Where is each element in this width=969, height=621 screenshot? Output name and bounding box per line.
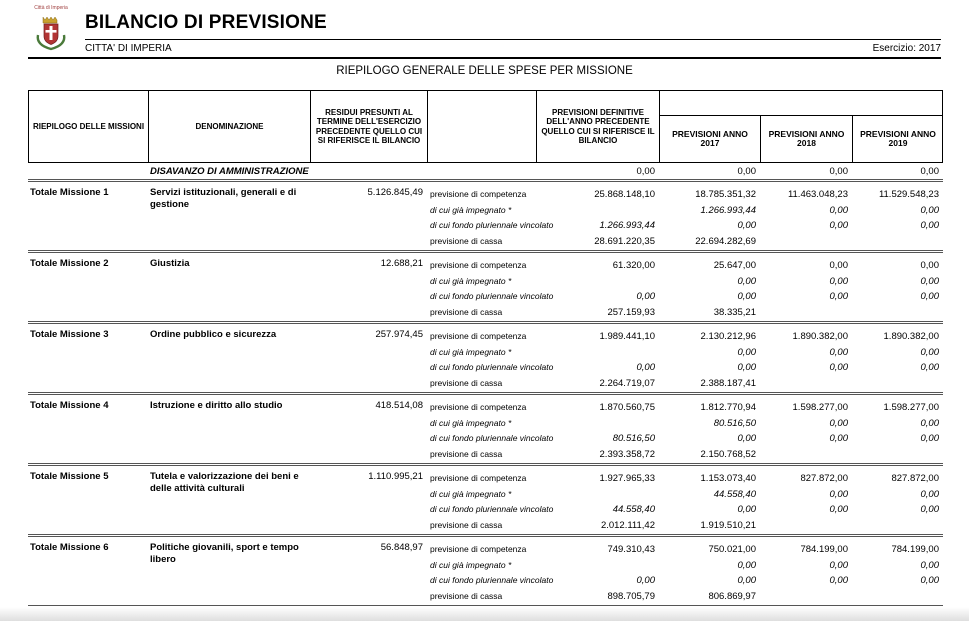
definitive-values-column <box>536 329 659 391</box>
anno2017-values-column <box>659 400 760 462</box>
amount-definitive-fondo: 44.558,40 <box>612 504 655 515</box>
residui-amount: 12.688,21 <box>380 258 423 269</box>
row-label-fondo-pluriennale: di cui fondo pluriennale vincolato <box>430 433 554 443</box>
table-header-row <box>28 90 943 163</box>
amount-definitive-impegnato <box>536 558 655 574</box>
anno2019-values-column <box>852 400 943 462</box>
col-header-years-spacer <box>659 90 943 116</box>
amount-2019-competenza: 1.598.277,00 <box>883 402 939 413</box>
col-header-previsioni-definitive: PREVISIONI DEFINITIVE DELL'ANNO PRECEDENTE QUELLO CUI SI RIFERISCE IL BILANCIO <box>536 90 659 163</box>
amount-2019-fondo: 0,00 <box>920 504 939 515</box>
amount-2018-fondo: 0,00 <box>829 291 848 302</box>
residui-amount: 5.126.845,49 <box>367 187 423 198</box>
amount-definitive-cassa: 898.705,79 <box>607 590 655 602</box>
amount-definitive-competenza: 1.870.560,75 <box>599 402 655 413</box>
amount-2018-impegnato: 0,00 <box>829 346 848 358</box>
amount-2017-fondo: 0,00 <box>737 433 756 444</box>
spese-per-missione-table <box>28 90 943 608</box>
row-label-previsione-competenza: previsione di competenza <box>430 402 527 412</box>
amount-2017-impegnato: 1.266.993,44 <box>700 204 756 216</box>
col-header-previsioni-2019: PREVISIONI ANNO 2019 <box>852 116 943 163</box>
row-label-fondo-pluriennale: di cui fondo pluriennale vincolato <box>430 291 554 301</box>
mission-name: Ordine pubblico e sicurezza <box>150 329 277 340</box>
row-labels-column <box>427 471 554 533</box>
amount-2017-competenza: 750.021,00 <box>708 544 756 555</box>
anno2019-values-column <box>852 471 943 533</box>
amount-2017-cassa: 2.150.768,52 <box>700 448 756 460</box>
amount-2019-fondo: 0,00 <box>920 220 939 231</box>
amount-2017-competenza: 25.647,00 <box>713 260 756 271</box>
row-labels-column <box>427 542 554 604</box>
amount-2019-fondo: 0,00 <box>920 362 939 373</box>
mission-block <box>28 253 943 324</box>
amount-2018-impegnato: 0,00 <box>829 204 848 216</box>
amount-2018-cassa <box>760 376 848 392</box>
page-bottom-fade <box>0 607 969 621</box>
row-label-previsione-competenza: previsione di competenza <box>430 473 527 483</box>
amount-definitive-competenza: 25.868.148,10 <box>594 189 655 200</box>
anno2017-values-column <box>659 471 760 533</box>
definitive-values-column <box>536 187 659 249</box>
amount-definitive-impegnato <box>536 203 655 219</box>
row-label-gia-impegnato: di cui già impegnato * <box>430 204 512 215</box>
amount-2017-competenza: 1.812.770,94 <box>700 402 756 413</box>
amount-definitive-fondo: 0,00 <box>636 362 655 373</box>
residui-amount: 1.110.995,21 <box>368 471 423 482</box>
amount-2018-fondo: 0,00 <box>829 433 848 444</box>
row-label-previsione-cassa: previsione di cassa <box>430 377 503 388</box>
mission-total-label: Totale Missione 1 <box>30 187 109 198</box>
anno2017-values-column <box>659 258 760 320</box>
amount-definitive-fondo: 1.266.993,44 <box>599 220 655 231</box>
amount-definitive-impegnato <box>536 487 655 503</box>
amount-2019-impegnato: 0,00 <box>920 275 939 287</box>
amount-2017-cassa: 38.335,21 <box>713 306 756 318</box>
definitive-values-column <box>536 542 659 604</box>
amount-2017-fondo: 0,00 <box>737 220 756 231</box>
amount-2018-fondo: 0,00 <box>829 575 848 586</box>
amount-definitive-fondo: 0,00 <box>636 291 655 302</box>
disavanzo-spacer <box>28 166 148 177</box>
amount-definitive-cassa: 2.393.358,72 <box>599 448 655 460</box>
amount-2019-cassa <box>852 518 939 534</box>
amount-2019-cassa <box>852 447 939 463</box>
anno2018-values-column <box>760 258 852 320</box>
city-crest-logo <box>27 5 75 53</box>
row-label-previsione-cassa: previsione di cassa <box>430 590 503 601</box>
amount-definitive-cassa: 28.691.220,35 <box>594 235 655 247</box>
mission-blocks <box>28 182 943 608</box>
amount-2018-competenza: 0,00 <box>829 260 848 271</box>
row-label-gia-impegnato: di cui già impegnato * <box>430 488 512 499</box>
amount-2019-competenza: 11.529.548,23 <box>878 189 939 200</box>
amount-2018-impegnato: 0,00 <box>829 417 848 429</box>
amount-definitive-fondo: 80.516,50 <box>612 433 655 444</box>
amount-2018-cassa <box>760 447 848 463</box>
anno2018-values-column <box>760 329 852 391</box>
row-label-fondo-pluriennale: di cui fondo pluriennale vincolato <box>430 575 554 585</box>
anno2019-values-column <box>852 258 943 320</box>
anno2018-values-column <box>760 471 852 533</box>
amount-2017-fondo: 0,00 <box>737 291 756 302</box>
amount-2018-fondo: 0,00 <box>829 504 848 515</box>
mission-name: Politiche giovanili, sport e tempo libero <box>150 542 299 565</box>
mission-total-label: Totale Missione 5 <box>30 471 109 482</box>
row-label-gia-impegnato: di cui già impegnato * <box>430 559 512 570</box>
amount-2017-impegnato: 44.558,40 <box>713 488 756 500</box>
mission-total-label: Totale Missione 6 <box>30 542 109 553</box>
crest-icon <box>30 11 72 51</box>
mission-name: Tutela e valorizzazione dei beni e delle attività culturali <box>150 471 299 494</box>
row-label-fondo-pluriennale: di cui fondo pluriennale vincolato <box>430 220 554 230</box>
amount-definitive-impegnato <box>536 345 655 361</box>
amount-definitive-competenza: 1.927.965,33 <box>599 473 655 484</box>
mission-block <box>28 182 943 253</box>
amount-2019-fondo: 0,00 <box>920 291 939 302</box>
amount-2019-competenza: 1.890.382,00 <box>883 331 939 342</box>
mission-name: Giustizia <box>150 258 190 269</box>
anno2018-values-column <box>760 542 852 604</box>
row-label-previsione-competenza: previsione di competenza <box>430 544 527 554</box>
amount-2018-fondo: 0,00 <box>829 362 848 373</box>
amount-definitive-impegnato <box>536 416 655 432</box>
amount-2017-competenza: 1.153.073,40 <box>700 473 756 484</box>
mission-total-label: Totale Missione 4 <box>30 400 109 411</box>
amount-2017-fondo: 0,00 <box>737 362 756 373</box>
mission-block <box>28 395 943 466</box>
amount-2018-impegnato: 0,00 <box>829 559 848 571</box>
mission-block <box>28 537 943 608</box>
amount-2019-competenza: 827.872,00 <box>891 473 939 484</box>
title-rule <box>85 39 941 40</box>
mission-block <box>28 466 943 537</box>
disavanzo-2018-amount: 0,00 <box>829 166 848 177</box>
amount-2018-cassa <box>760 518 848 534</box>
row-label-previsione-cassa: previsione di cassa <box>430 519 503 530</box>
amount-2017-impegnato: 0,00 <box>737 346 756 358</box>
amount-2017-cassa: 22.694.282,69 <box>695 235 756 247</box>
amount-2019-competenza: 0,00 <box>920 260 939 271</box>
document-title: BILANCIO DI PREVISIONE <box>85 12 327 33</box>
amount-2019-cassa <box>852 376 939 392</box>
amount-definitive-fondo: 0,00 <box>636 575 655 586</box>
col-header-row-labels-empty <box>427 90 536 163</box>
anno2019-values-column <box>852 329 943 391</box>
report-title: RIEPILOGO GENERALE DELLE SPESE PER MISSIONE <box>336 65 633 77</box>
amount-2019-impegnato: 0,00 <box>920 488 939 500</box>
amount-2018-impegnato: 0,00 <box>829 488 848 500</box>
amount-2018-competenza: 11.463.048,23 <box>787 189 848 200</box>
amount-definitive-competenza: 1.989.441,10 <box>599 331 655 342</box>
disavanzo-definitive-amount: 0,00 <box>636 166 655 177</box>
residui-amount: 257.974,45 <box>375 329 423 340</box>
amount-2017-competenza: 18.785.351,32 <box>695 189 756 200</box>
amount-2018-competenza: 827.872,00 <box>800 473 848 484</box>
exercise-year-label: Esercizio: 2017 <box>872 43 941 54</box>
amount-definitive-cassa: 257.159,93 <box>607 306 655 318</box>
row-label-gia-impegnato: di cui già impegnato * <box>430 346 512 357</box>
amount-2018-competenza: 1.890.382,00 <box>792 331 848 342</box>
amount-definitive-cassa: 2.012.111,42 <box>600 519 655 531</box>
amount-2017-fondo: 0,00 <box>737 504 756 515</box>
amount-definitive-cassa: 2.264.719,07 <box>599 377 655 389</box>
crest-caption: Città di Imperia <box>34 5 68 11</box>
anno2017-values-column <box>659 542 760 604</box>
amount-2019-impegnato: 0,00 <box>920 346 939 358</box>
amount-2019-cassa <box>852 305 939 321</box>
amount-2018-competenza: 784.199,00 <box>800 544 848 555</box>
amount-definitive-competenza: 61.320,00 <box>612 260 655 271</box>
row-label-fondo-pluriennale: di cui fondo pluriennale vincolato <box>430 362 554 372</box>
mission-total-label: Totale Missione 2 <box>30 258 109 269</box>
row-label-previsione-competenza: previsione di competenza <box>430 331 527 341</box>
amount-2019-impegnato: 0,00 <box>920 204 939 216</box>
amount-2018-cassa <box>760 234 848 250</box>
residui-amount: 418.514,08 <box>375 400 423 411</box>
amount-definitive-impegnato <box>536 274 655 290</box>
amount-2017-competenza: 2.130.212,96 <box>700 331 756 342</box>
amount-2018-cassa <box>760 305 848 321</box>
anno2019-values-column <box>852 542 943 604</box>
disavanzo-row <box>28 163 943 182</box>
row-label-previsione-cassa: previsione di cassa <box>430 235 503 246</box>
row-labels-column <box>427 329 554 391</box>
row-label-previsione-competenza: previsione di competenza <box>430 189 527 199</box>
amount-2019-competenza: 784.199,00 <box>891 544 939 555</box>
amount-2019-cassa <box>852 589 939 605</box>
page-header <box>0 0 969 88</box>
row-labels-column <box>427 187 554 249</box>
definitive-values-column <box>536 400 659 462</box>
mission-name: Servizi istituzionali, generali e di gestione <box>150 187 297 210</box>
amount-2017-cassa: 1.919.510,21 <box>700 519 756 531</box>
row-label-gia-impegnato: di cui già impegnato * <box>430 417 512 428</box>
amount-2017-impegnato: 80.516,50 <box>713 417 756 429</box>
amount-2018-impegnato: 0,00 <box>829 275 848 287</box>
amount-2019-fondo: 0,00 <box>920 433 939 444</box>
col-header-previsioni-2017: PREVISIONI ANNO 2017 <box>659 116 760 163</box>
disavanzo-2019-amount: 0,00 <box>920 166 939 177</box>
amount-2017-cassa: 2.388.187,41 <box>700 377 756 389</box>
residui-amount: 56.848,97 <box>380 542 423 553</box>
definitive-values-column <box>536 258 659 320</box>
anno2017-values-column <box>659 187 760 249</box>
row-label-previsione-cassa: previsione di cassa <box>430 448 503 459</box>
row-label-previsione-competenza: previsione di competenza <box>430 260 527 270</box>
row-label-fondo-pluriennale: di cui fondo pluriennale vincolato <box>430 504 554 514</box>
amount-2018-fondo: 0,00 <box>829 220 848 231</box>
row-label-previsione-cassa: previsione di cassa <box>430 306 503 317</box>
amount-2019-cassa <box>852 234 939 250</box>
mission-name: Istruzione e diritto allo studio <box>150 400 283 411</box>
row-label-gia-impegnato: di cui già impegnato * <box>430 275 512 286</box>
amount-2018-competenza: 1.598.277,00 <box>792 402 848 413</box>
amount-2017-impegnato: 0,00 <box>737 559 756 571</box>
disavanzo-label: DISAVANZO DI AMMINISTRAZIONE <box>150 166 309 177</box>
header-rule <box>28 57 941 59</box>
disavanzo-2017-amount: 0,00 <box>737 166 756 177</box>
definitive-values-column <box>536 471 659 533</box>
amount-2017-fondo: 0,00 <box>737 575 756 586</box>
city-name: CITTA' DI IMPERIA <box>85 43 172 54</box>
mission-total-label: Totale Missione 3 <box>30 329 109 340</box>
amount-2019-fondo: 0,00 <box>920 575 939 586</box>
amount-2017-cassa: 806.869,97 <box>708 590 756 602</box>
row-labels-column <box>427 400 554 462</box>
anno2019-values-column <box>852 187 943 249</box>
col-header-riepilogo-missioni: RIEPILOGO DELLE MISSIONI <box>28 90 148 163</box>
mission-block <box>28 324 943 395</box>
col-header-residui-presunti: RESIDUI PRESUNTI AL TERMINE DELL'ESERCIZIO PRECEDENTE QUELLO CUI SI RIFERISCE IL BILANCIO <box>310 90 427 163</box>
amount-definitive-competenza: 749.310,43 <box>607 544 655 555</box>
anno2018-values-column <box>760 400 852 462</box>
amount-2018-cassa <box>760 589 848 605</box>
col-header-previsioni-2018: PREVISIONI ANNO 2018 <box>760 116 852 163</box>
amount-2019-impegnato: 0,00 <box>920 559 939 571</box>
amount-2017-impegnato: 0,00 <box>737 275 756 287</box>
amount-2019-impegnato: 0,00 <box>920 417 939 429</box>
anno2018-values-column <box>760 187 852 249</box>
row-labels-column <box>427 258 554 320</box>
col-header-denominazione: DENOMINAZIONE <box>148 90 310 163</box>
anno2017-values-column <box>659 329 760 391</box>
